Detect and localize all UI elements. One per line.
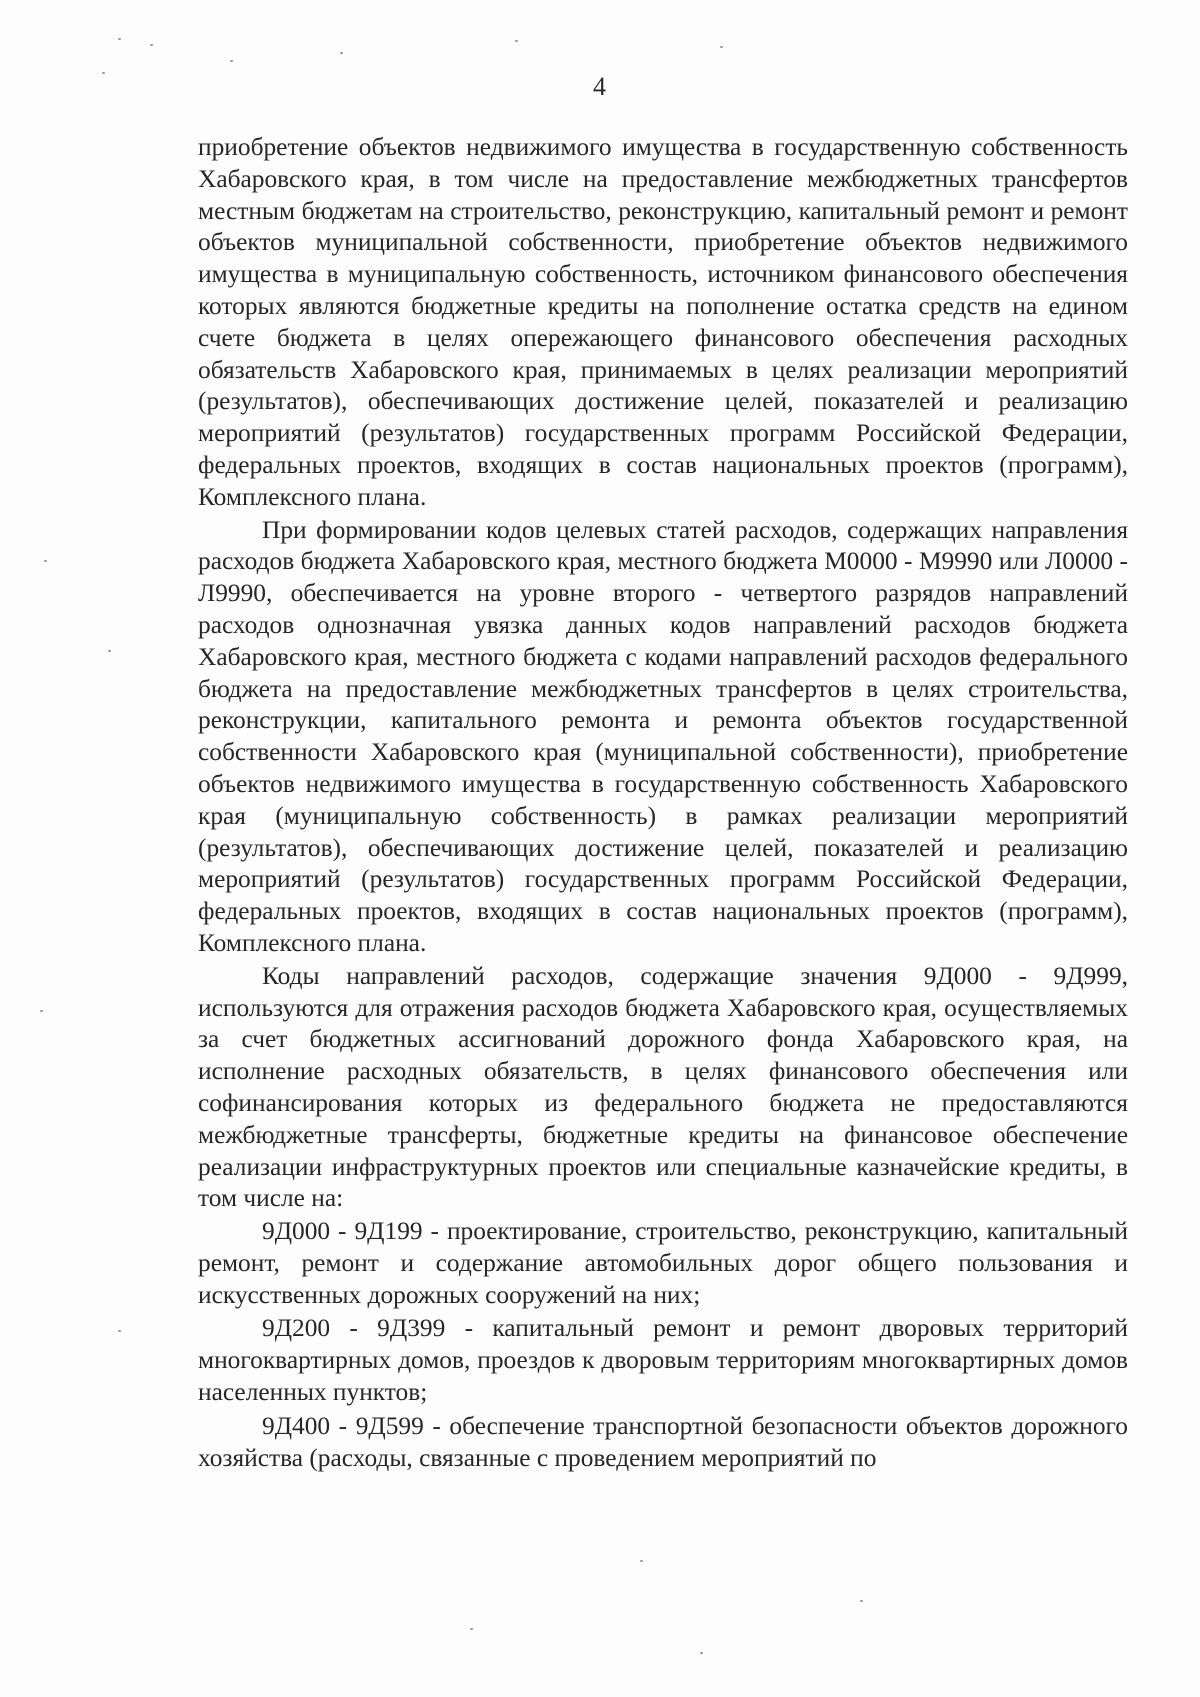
scan-speck bbox=[108, 650, 111, 652]
paragraph-2: При формировании кодов целевых статей расходов, содержащих направления расходов бюджета Хабаровского края, местного бюджета М0000 - М9990 или Л0000 - Л9990, обеспечивается на уровне второго - четвертого разрядов направлений расходов однозначная увязка данных кодов направлений расходов бюджета Хабаровского края, местного бюджета с кодами направлений расходов федерального бюджета на предоставление межбюджетных трансфертов в целях строительства, реконструкции, капитального ремонта и ремонта объектов государственной собственности Хабаровского края (муниципальной собственности), приобретение объектов недвижимого имущества в государственную собственность Хабаровского края (муниципальную собственность) в рамках реализации мероприятий (результатов), обеспечивающих достижение целей, показателей и реализацию мероприятий (результатов) государственных программ Российской Федерации, федеральных проектов, входящих в состав национальных проектов (программ), Комплексного плана. bbox=[198, 515, 1128, 957]
scan-speck bbox=[102, 72, 105, 74]
paragraph-4: 9Д000 - 9Д199 - проектирование, строительство, реконструкцию, капитальный ремонт, ремонт и содержание автомобильных дорог общего пользования и искусственных дорожных сооружений на них; bbox=[198, 1217, 1128, 1309]
scan-speck bbox=[720, 46, 723, 48]
page-number: 4 bbox=[593, 72, 607, 101]
scan-speck bbox=[44, 560, 47, 562]
paragraph-3: Коды направлений расходов, содержащие значения 9Д000 - 9Д999, используются для отражения расходов бюджета Хабаровского края, осуществляемых за счет бюджетных ассигнований дорожного фонда Хабаровского края, на исполнение расходных обязательств, в целях финансового обеспечения или софинансирования которых из федерального бюджета не предоставляются межбюджетные трансферты, бюджетные кредиты на финансовое обеспечение реализации инфраструктурных проектов или специальные казначейские кредиты, в том числе на: bbox=[198, 961, 1128, 1213]
scan-speck bbox=[230, 60, 233, 62]
scan-speck bbox=[118, 1330, 121, 1332]
scan-speck bbox=[470, 1628, 473, 1630]
scan-speck bbox=[640, 1560, 643, 1562]
document-body bbox=[198, 132, 1128, 1475]
paragraph-1: приобретение объектов недвижимого имущества в государственную собственность Хабаровского края, в том числе на предоставление межбюджетных трансфертов местным бюджетам на строительство, реконструкцию, капитальный ремонт и ремонт объектов муниципальной собственности, приобретение объектов недвижимого имущества в муниципальную собственность, источником финансового обеспечения которых являются бюджетные кредиты на пополнение остатка средств на едином счете бюджета в целях опережающего финансового обеспечения расходных обязательств Хабаровского края, принимаемых в целях реализации мероприятий (результатов), обеспечивающих достижение целей, показателей и реализацию мероприятий (результатов) государственных программ Российской Федерации, федеральных проектов, входящих в состав национальных проектов (программ), Комплексного плана. bbox=[198, 133, 1128, 511]
scan-speck bbox=[40, 1010, 43, 1012]
paragraph-5: 9Д200 - 9Д399 - капитальный ремонт и ремонт дворовых территорий многоквартирных домов, проездов к дворовым территориям многоквартирных домов населенных пунктов; bbox=[198, 1314, 1128, 1407]
paragraph-6: 9Д400 - 9Д599 - обеспечение транспортной безопасности объектов дорожного хозяйства (расходы, связанные с проведением мероприятий по bbox=[198, 1411, 1128, 1472]
scan-speck bbox=[515, 40, 518, 42]
scan-speck bbox=[340, 52, 343, 54]
scan-speck bbox=[118, 38, 121, 40]
scan-speck bbox=[700, 1652, 703, 1654]
scan-speck bbox=[860, 1600, 863, 1602]
scan-speck bbox=[150, 44, 153, 46]
